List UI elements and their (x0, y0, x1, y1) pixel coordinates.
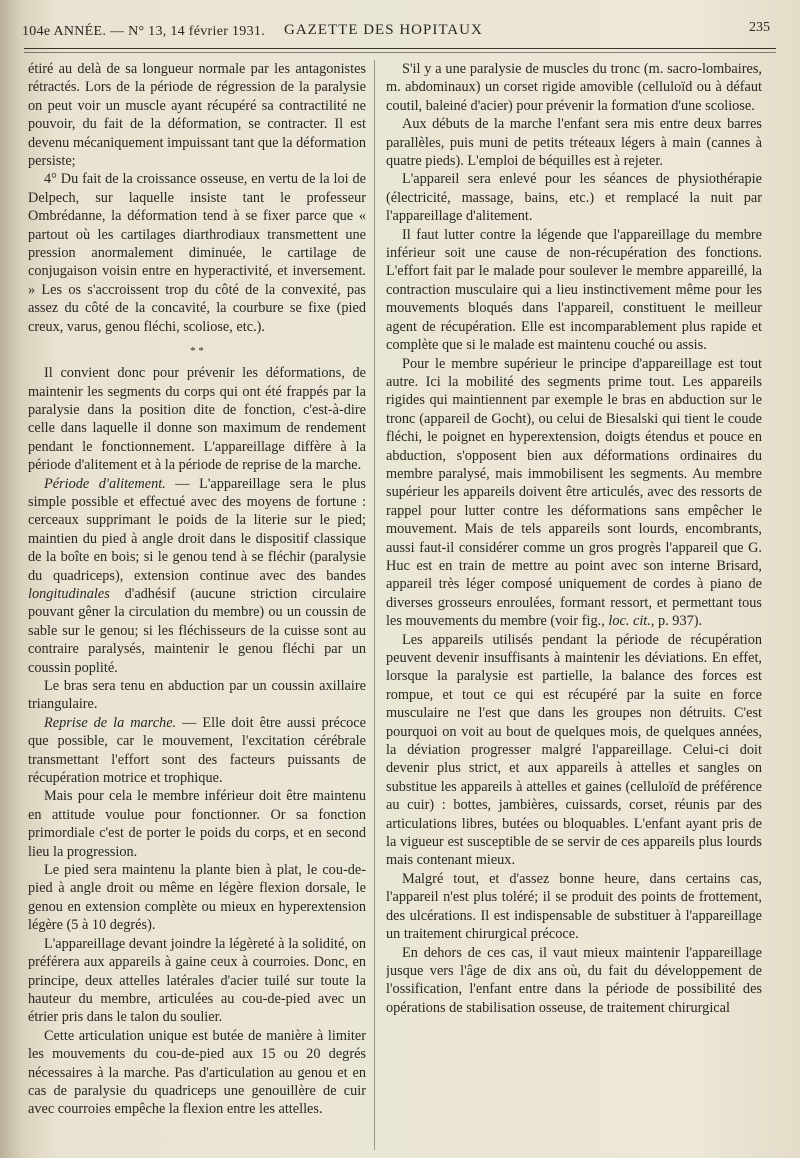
text-run: — L'appareillage sera le plus simple possible et effectué avec des moyens de fortune : cerceaux supprimant le poids de la literie sur le pied; maintien du pied à angle droit dans le dispositif classique de la boîte en bois; si le genou tend à se fléchir (paralysie du quadriceps), extension continue avec des bandes (28, 475, 366, 584)
paragraph (28, 714, 366, 788)
text-run: Pour le membre supérieur le principe d'appareillage est tout autre. Ici la mobilité des segments prime tout. Les appareils rigides qui maintiennent par exemple le bras en abduction sur le tronc (appareil de Gocht), ou celui de Biesalski qui tient le coude fléchi, le poignet en hyperextension, doigts étendus et pouce en abduction, s'opposent bien aux déformations ordinaires du membre paralysé, mais immobilisent les segments. Au membre supérieur les appareils doivent être articulés, avec des ressorts de rappel pour lutter contre les déformations sans empêcher le mouvement. Mais de tels appareils sont lourds, encombrants, aussi faut-il considérer comme un gros progrès l'appareil que G. Huc est en train de mettre au point avec son interne Brisard, appareil très léger composé uniquement de cordes à piano de diverses grosseurs enroulées, formant ressort, et permettant tous les mouvements du membre (voir fig., (386, 355, 762, 630)
paragraph: S'il y a une paralysie de muscles du tronc (m. sacro-lombaires, m. abdominaux) un corset rigide amovible (celluloïd ou à défaut coutil, baleiné d'acier) pour prévenir la formation d'une scoliose. (386, 61, 762, 114)
emphasis: loc. cit. (608, 613, 651, 630)
paragraph: Il faut lutter contre la légende que l'appareillage du membre inférieur soit une cause de non-récupération des fonctions. L'effort fait par le malade pour soulever le membre appareillé, la contraction musculaire qui a lieu instinctivement même pour les mouvements bloqués dans l'appareil, constituent le meilleur agent de récupération. Elle est incomparablement plus rapide et complète que si le malade est maintenu couché ou assis. (386, 226, 762, 354)
header-rule-thin (24, 52, 776, 53)
paragraph: En dehors de ces cas, il vaut mieux maintenir l'appareillage jusque vers l'âge de dix ans où, du fait du développement de l'ossification, l'enfant entre dans la période de possibilité des opérations de stabilisation osseuse, de traitement chirurgical (386, 944, 762, 1016)
header-rule (24, 48, 776, 49)
text-run: d'adhésif (aucune striction circulaire pouvant gêner la circulation du membre) ou un coussin de sable sur le genou; si les fléchisseurs de la cuisse sont au contraire paralysés, maintenir le genou fléchi par un coussin poplité. (28, 585, 366, 676)
paragraph: Cette articulation unique est butée de manière à limiter les mouvements du cou-de-pied aux 15 ou 20 degrés nécessaires à la marche. Pas d'articulation au genou et en cas de paralysie du quadriceps une genouillère de cuir avec courroies empêche la flexion entre les attelles. (28, 1027, 366, 1118)
paragraph: étiré au delà de sa longueur normale par les antagonistes rétractés. Lors de la période de régression de la paralysie on peut voir un muscle ayant récupéré sa contractilité ne pouvoir, du fait de la déformation, se contracter. Il est devenu mécaniquement impuissant tant que la déformation persiste; (28, 61, 366, 170)
paragraph: Mais pour cela le membre inférieur doit être maintenu en attitude voulue pour fonctionner. Or sa fonction primordiale c'est de porter le poids du corps, et en second lieu la progression. (28, 788, 366, 860)
paragraph: L'appareil sera enlevé pour les séances de physiothérapie (électricité, massage, bains, etc.) et remplacé la nuit par l'appareillage d'alitement. (386, 171, 762, 225)
paragraph: Les appareils utilisés pendant la période de récupération peuvent devenir insuffisants à maintenir les déviations. En effet, lorsque la paralysie est partielle, la balance des forces est rompue, et tout ce qui est récupéré par la suite en force musculaire ne l'est que dans les groupes non détruits. C'est pourquoi on voit au bout de quelques mois, de quelques années, la déviation progresser malgré l'appareillage. Celui-ci doit devenir plus strict, et aux appareils à attelles et sangles on substitue les appareils à attelles et gaines (celluloïd de préférence au cuir) : bottes, jambières, cuissards, corset, réunis par des articulations libres, butées ou bloquables. L'enfant ayant pris de la vigueur est susceptible de se servir de ces appareils plus lourds mais contenant mieux. (386, 631, 762, 869)
section-heading: Période d'alitement. (44, 475, 166, 492)
paragraph (386, 355, 762, 631)
text-run: , p. 937). (650, 613, 703, 630)
emphasis: longitudinales (28, 585, 110, 602)
paragraph: 4° Du fait de la croissance osseuse, en vertu de la loi de Delpech, sur laquelle insiste tant le professeur Ombrédanne, la déformation tend à se fixer parce que « partout où les cartilages diarthrodiaux transmettent une pression anormalement diminuée, le cartilage de conjugaison voisin entre en hyperactivité, et inversement. » Les os s'accroissent trop du côté de la convexité, pas assez du côté de la concavité, la courbure se fixe (pied creux, varus, genou fléchi, scoliose, etc.). (28, 171, 366, 335)
paragraph: L'appareillage devant joindre la légèreté à la solidité, on préférera aux appareils à gaine ceux à courroies. Donc, en principe, deux attelles latérales d'acier tuilé sur toute la hauteur du membre, articulées au cou-de-pied avec un étrier pris dans le talon du soulier. (28, 935, 366, 1026)
right-column (386, 60, 762, 1150)
paragraph: Aux débuts de la marche l'enfant sera mis entre deux barres parallèles, puis muni de petits tréteaux légers à main (cannes à quatre pieds). L'emploi de béquilles est à rejeter. (386, 116, 762, 170)
issue-info: 104e ANNÉE. — N° 13, 14 février 1931. (22, 24, 265, 39)
left-column (28, 60, 366, 1150)
section-heading: Reprise de la marche. (44, 714, 177, 731)
paragraph: Le bras sera tenu en abduction par un coussin axillaire triangulaire. (28, 678, 366, 713)
paragraph (28, 475, 366, 677)
paragraph: Le pied sera maintenu la plante bien à plat, le cou-de-pied à angle droit ou même en légère flexion dorsale, le genou en extension complète ou mieux en hyperextension légère (5 à 10 degrés). (28, 862, 366, 934)
page-header (22, 18, 778, 44)
column-divider (374, 60, 375, 1150)
page-number: 235 (749, 20, 770, 35)
section-separator: * * (190, 345, 204, 358)
paragraph: Il convient donc pour prévenir les déformations, de maintenir les segments du corps qui ont été frappés par la paralysie dans la position dite de fonction, c'est-à-dire celle dans laquelle il donne son maximum de rendement pendant le fonctionnement. L'appareillage diffère à la période d'alitement et à la période de reprise de la marche. (28, 365, 366, 474)
paragraph: Malgré tout, et d'assez bonne heure, dans certains cas, l'appareil n'est plus toléré; il se produit des points de frottement, des ulcérations. Il est indispensable de substituer à l'appareillage un traitement chirurgical précoce. (386, 870, 762, 943)
text-run: — Elle doit être aussi précoce que possible, car le mouvement, l'excitation cérébrale transmettant l'effort sont des facteurs puissants de récupération motrice et trophique. (28, 714, 366, 787)
journal-title: GAZETTE DES HOPITAUX (284, 22, 483, 38)
